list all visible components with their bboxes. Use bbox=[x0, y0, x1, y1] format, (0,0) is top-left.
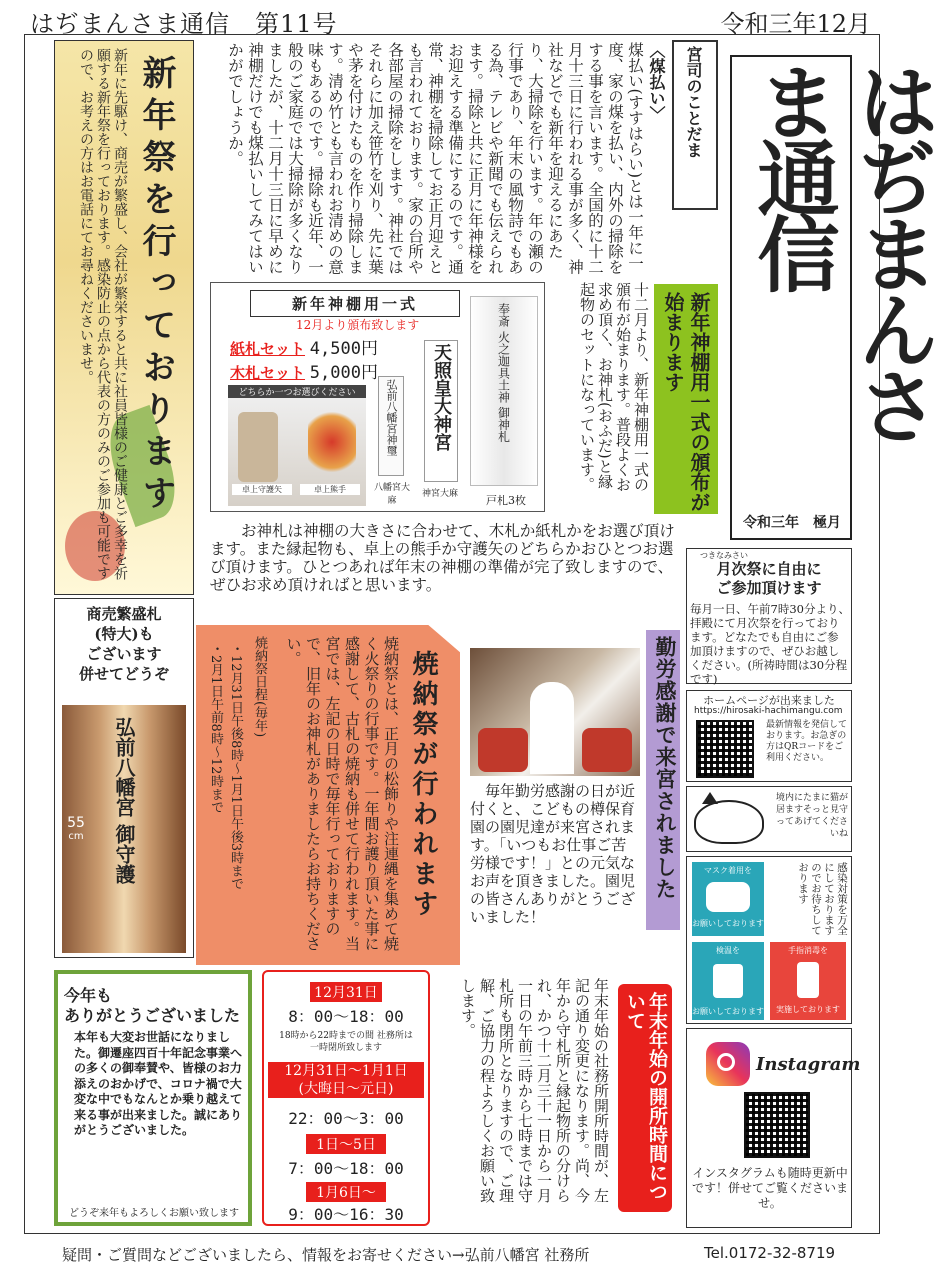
kinrou-body: 毎年勤労感謝の日が近付くと、こどもの樽保育園の園児達が来宮されます。「いつもお仕事ご苦労様です！」との元気なお声を頂きました。園児の皆さんありがとうございました！ bbox=[470, 782, 636, 926]
tsukinami-line: 月次祭に自由に bbox=[716, 560, 822, 578]
temp-sub: お願いしております bbox=[692, 1007, 764, 1016]
kotodama-body: 煤払い(すすはらい)とは一年に一度、家の煤を払い、内外の掃除をする事を言います。全国的に十二月十三日に行われる事が多く、神社などでも新年を迎えるにあたり、大掃除を行います。年の瀬の行事であり、年末の風物詩でもある為、テレビや新聞でも伝えられます。掃除と共に正月に年神様をお迎えする準備にするのです。通常、神棚を掃除してお正月迎えとも言われております。家の台所や各部屋の掃除をします。神社ではそれらに加え笹竹を刈り、先に葉や茅を付けたものを作り掃除します。清め竹とも言われお清めの意味もあるのです。掃除も近年、一般のご家庭では大掃除が多くなりましたが、十二月十三日に早めに神棚だけでも煤払いしてみてはいかがでしょうか。 bbox=[226, 42, 644, 275]
photo-right-caption: 卓上熊手 bbox=[300, 484, 360, 495]
kotodama-heading: 〈煤払い〉 bbox=[647, 42, 666, 122]
fuda1-caption: 神宮大麻 bbox=[421, 489, 458, 499]
temp-label: 検温を bbox=[716, 946, 740, 955]
instagram-lens bbox=[717, 1053, 735, 1071]
kamidana-card-sub: 12月より頒布致します bbox=[296, 318, 420, 332]
thermometer-icon bbox=[713, 964, 743, 998]
shoubai-line: 併せてどうぞ bbox=[78, 665, 169, 683]
homepage-qr[interactable] bbox=[696, 720, 754, 778]
homepage-title: ホームページが出来ました bbox=[703, 694, 835, 707]
engimono-photo bbox=[228, 398, 366, 506]
fuda3-text: 奉斎 火之迦具土神 御神札 bbox=[496, 303, 511, 443]
tsukinami-title bbox=[688, 560, 850, 598]
fuda3-caption: 戸札3枚 bbox=[486, 494, 526, 507]
fuda1-text: 天照皇大神宮 bbox=[431, 343, 452, 451]
header-date: 令和三年12月 bbox=[720, 10, 871, 38]
ki-set bbox=[230, 358, 378, 383]
hours-d4: 1月6日〜 bbox=[306, 1182, 386, 1202]
shoubai-line: 商売繁盛札 bbox=[86, 605, 162, 623]
children-figures bbox=[582, 728, 632, 772]
hours-d1: 12月31日 bbox=[310, 982, 382, 1002]
thanks-line: 今年も bbox=[64, 986, 113, 1005]
sanitizer-icon bbox=[797, 962, 819, 998]
nenmatsu-title: 年末年始の開所時間について bbox=[624, 992, 668, 1201]
tsukinami-line: ご参加頂けます bbox=[716, 579, 822, 597]
thanks-body: 本年も大変お世話になりました。御遷座四百十年記念事業への多くの御奉賛や、皆様のお力添えのおかげで、コロナ禍で大変な中でもなんとか乗り越えて来る事が出来ました。誠にありがとうございました。 bbox=[74, 1030, 243, 1137]
nenmatsu-body: 年末年始の社務所開所時間が、左記の通り変更になります。尚、今年から守札所と縁起物所の分けられ、かつ十二月三十一日から一月一日の午前三時から七時までは守札所も閉所となりますので、ご理解、ご協力の程よろしくお願い致します。 bbox=[459, 978, 610, 1203]
arrow-photo bbox=[238, 412, 278, 482]
amulet-text: 弘前八幡宮 御守護 bbox=[112, 717, 136, 884]
kinrou-title: 勤労感謝で来宮されました bbox=[653, 636, 678, 900]
niinamesai-body: 新年に先駆け、商売が繁盛し、会社が繁栄すると共に社員皆様のご健康とご多幸を祈願する新年祭を行っております。感染防止の点から代表の方のみのご参加も可能ですので、お考えの方はお電話にてお尋ねくださいませ。 bbox=[78, 48, 128, 580]
hours-d2-line: (大晦日〜元日) bbox=[298, 1081, 394, 1097]
ki-label: 木札セット bbox=[230, 364, 306, 382]
instagram-label: Instagram bbox=[756, 1054, 861, 1075]
sanitize-panel bbox=[770, 942, 846, 1020]
size-value: 55 bbox=[67, 815, 85, 831]
hours-t3: 7：00〜18：00 bbox=[288, 1159, 404, 1178]
kamidana-card-title: 新年神棚用一式 bbox=[250, 290, 460, 317]
yakinou-body: 焼納祭とは、正月の松飾りや注連縄を集めて焼く火祭りの行事です。一年間お護り頂いた事に感謝して、古札の焼納も併せて行われます。当宮では、左記の日時で毎年行っておりますので、旧年のお神札がありましたらお持ちください。 bbox=[284, 636, 400, 951]
shoubai-photo bbox=[62, 705, 186, 953]
kami-price: 4,500円 bbox=[309, 339, 378, 359]
cat-icon bbox=[694, 800, 764, 844]
yakinou-schedule-2: ・2月1日午前8時〜12時まで bbox=[208, 642, 223, 814]
shoubai-line: (特大)も bbox=[94, 625, 154, 643]
homepage-url: https://hirosaki-hachimangu.com bbox=[694, 706, 843, 716]
hours-t1: 8：00〜18：00 bbox=[288, 1007, 404, 1026]
fuda-hachiman bbox=[378, 376, 404, 476]
masthead-title: はぢまんさま通信 bbox=[744, 60, 940, 440]
sanitize-label: 手指消毒を bbox=[788, 946, 828, 955]
fuda2-caption: 八幡宮大麻 bbox=[373, 483, 410, 506]
hours-t2: 22：00〜3：00 bbox=[288, 1109, 404, 1128]
fuda2-text: 弘前八幡宮神璽 bbox=[385, 379, 398, 456]
yakinou-schedule-title: 焼納祭日程(毎年) bbox=[252, 636, 267, 738]
size-unit: cm bbox=[68, 831, 84, 842]
temp-panel bbox=[692, 942, 764, 1020]
hours-d3: 1日〜5日 bbox=[306, 1134, 386, 1154]
fuda-jingu bbox=[424, 340, 458, 482]
cat-text: 境内にたまに猫が居ますそっと見守ってあげてくださいね bbox=[775, 793, 848, 839]
sanitize-sub: 実施しております bbox=[776, 1005, 840, 1014]
kumade-photo bbox=[308, 406, 356, 478]
size-label bbox=[64, 815, 88, 842]
instagram-qr[interactable] bbox=[744, 1092, 810, 1158]
mask-panel bbox=[692, 862, 764, 936]
priest-figure bbox=[530, 682, 574, 774]
mask-icon bbox=[706, 882, 750, 912]
kamidana-para: お神札は神棚の大きさに合わせて、木札か紙札かをお選び頂けます。また縁起物も、卓上の熊手か守護矢のどちらかおひとつお選び頂けます。ひとつあれば年末の神棚の準備が完了致しますので、ぜひお求め頂ければと思います。 bbox=[210, 522, 675, 594]
tsukinami-ruby: つきなみさい bbox=[700, 551, 748, 560]
mask-sub: お願いしております bbox=[692, 919, 764, 928]
fuda-tofuda bbox=[470, 296, 538, 486]
children-figures bbox=[478, 728, 528, 772]
instagram-text: インスタグラムも随時更新中です！併せてご覧くださいませ。 bbox=[691, 1166, 848, 1210]
kamidana-side-text: 十二月より、新年神棚用一式の頒布が始まります。普段よくお求め頂く、お神札(おふだ)と縁起物のセットになっています。 bbox=[578, 282, 650, 492]
niinamesai-title: 新年祭を行っております bbox=[136, 55, 176, 517]
thanks-line: ありがとうございました bbox=[64, 1006, 241, 1025]
shoubai-line: ございます bbox=[86, 645, 162, 663]
footer-text: 疑問・ご質問などございましたら、情報をお寄せください→弘前八幡宮 社務所 bbox=[62, 1246, 590, 1264]
footer-tel: Tel.0172-32-8719 bbox=[704, 1244, 836, 1262]
choice-label: どちらか一つお選びください bbox=[228, 385, 366, 398]
kinrou-photo bbox=[470, 648, 640, 776]
homepage-body: 最新情報を発信しております。お急ぎの方はQRコードをご利用ください。 bbox=[766, 720, 848, 763]
covid-text: 感染対策を万全にしておりますのでお待ちしております bbox=[797, 862, 848, 936]
thanks-closing: どうぞ来年もよろしくお願い致します bbox=[69, 1208, 239, 1219]
kamidana-green-title: 新年神棚用一式の頒布が始まります bbox=[661, 292, 711, 512]
cat-ear bbox=[702, 792, 718, 804]
yakinou-title: 焼納祭が行われます bbox=[408, 650, 438, 920]
kami-set bbox=[230, 334, 378, 359]
thanks-title bbox=[64, 986, 249, 1026]
ki-price: 5,000円 bbox=[309, 363, 378, 383]
shoubai-title bbox=[56, 604, 192, 684]
kotodama-tag: 宮司のことだま bbox=[684, 46, 703, 158]
mask-label: マスク着用を bbox=[704, 866, 752, 875]
hours-t4: 9：00〜16：30 bbox=[288, 1205, 404, 1224]
instagram-icon[interactable] bbox=[706, 1042, 750, 1086]
header-issue: はぢまんさま通信 第11号 bbox=[30, 10, 338, 38]
hours-note: 18時から22時までの間 社務所は一時閉所致します bbox=[279, 1031, 413, 1053]
tsukinami-body: 毎月一日、午前7時30分より、拝殿にて月次祭を行っております。どなたでも自由にご参加頂けますので、ぜひお越しください。(所祷時間は30分程です) bbox=[690, 602, 850, 686]
hours-d2 bbox=[268, 1062, 424, 1098]
kami-label: 紙札セット bbox=[230, 340, 306, 358]
yakinou-schedule-1: ・12月31日午後8時〜1月1日午後3時まで bbox=[228, 642, 243, 891]
masthead-date: 令和三年 極月 bbox=[743, 515, 841, 531]
hours-d2-line: 12月31日〜1月1日 bbox=[284, 1063, 408, 1079]
photo-left-caption: 卓上守護矢 bbox=[232, 484, 292, 495]
